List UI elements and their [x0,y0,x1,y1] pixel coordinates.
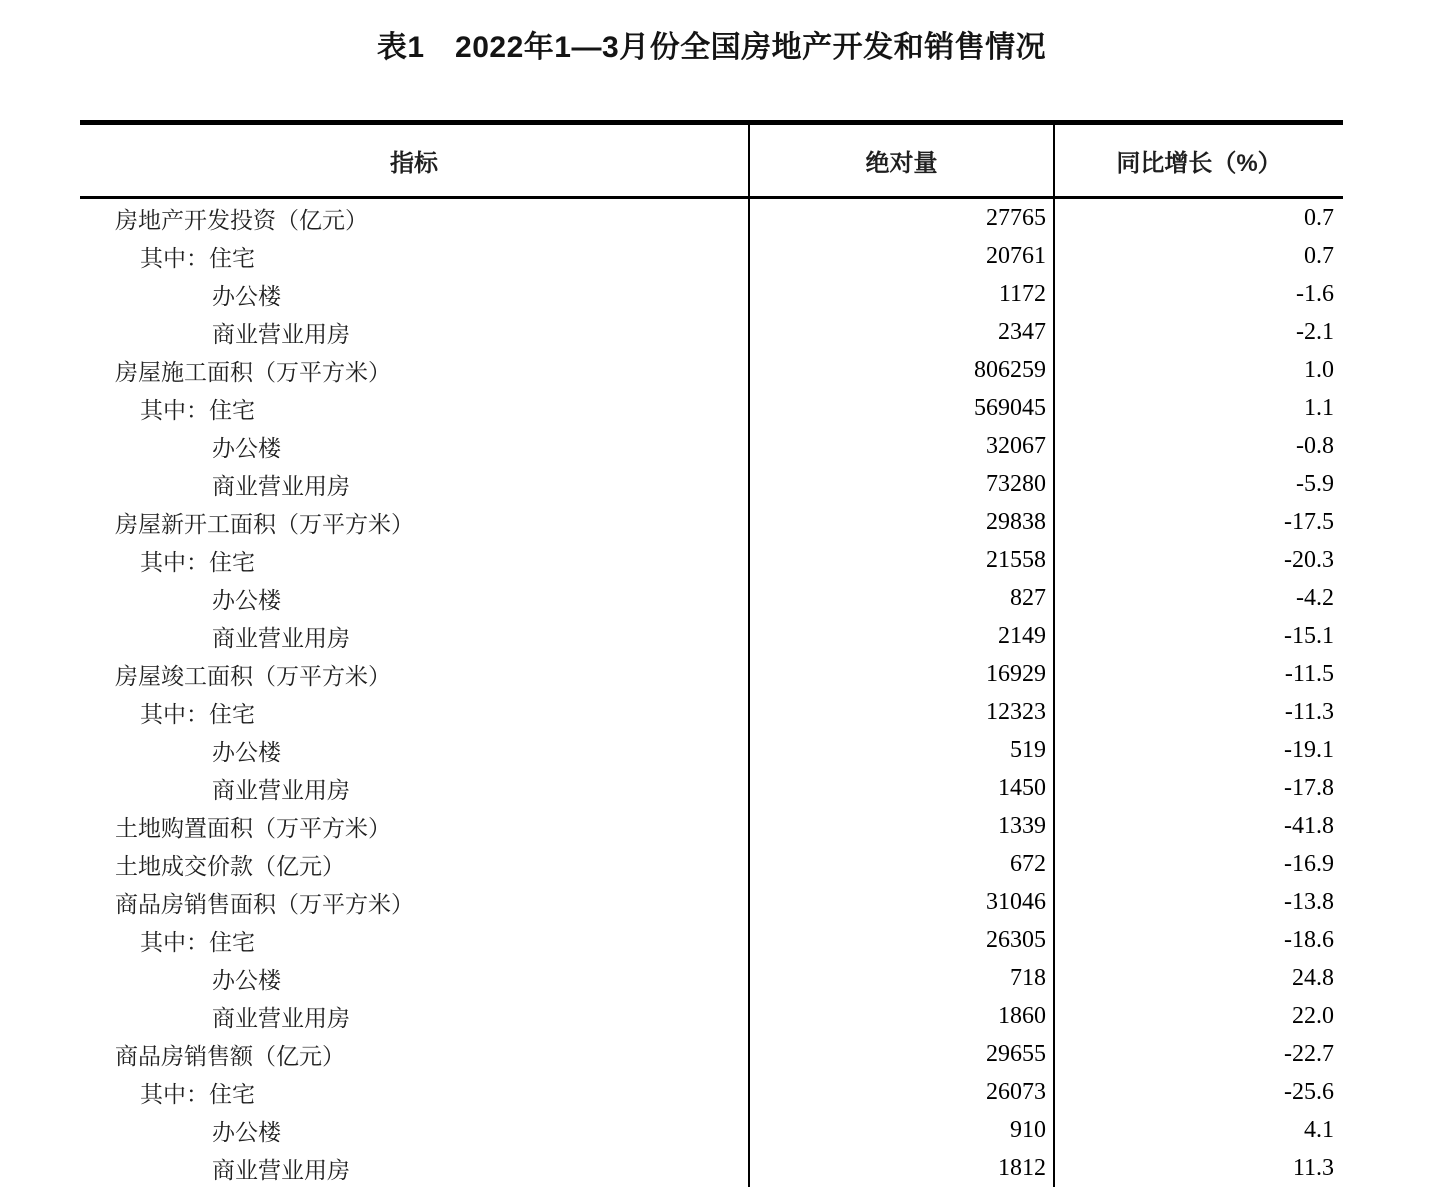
indicator-cell: 办公楼 [212,434,281,461]
table-row [80,427,1343,465]
indicator-cell: 商业营业用房 [212,1156,350,1183]
growth-value-cell: -18.6 [1053,921,1343,959]
growth-value-cell: -16.9 [1053,845,1343,883]
table-row [80,579,1343,617]
absolute-value-cell: 718 [748,959,1053,997]
growth-value-cell: -0.8 [1053,427,1343,465]
table-row [80,389,1343,427]
growth-value-cell: -22.7 [1053,1035,1343,1073]
table-row [80,1035,1343,1073]
absolute-value-cell: 1860 [748,997,1053,1035]
table-row [80,617,1343,655]
real-estate-stats-table [80,120,1343,1187]
indicator-cell: 土地购置面积（万平方米） [115,814,391,841]
absolute-value-cell: 21558 [748,541,1053,579]
indicator-cell: 房屋新开工面积（万平方米） [115,510,414,537]
absolute-value-cell: 827 [748,579,1053,617]
absolute-value-cell: 73280 [748,465,1053,503]
absolute-value-cell: 32067 [748,427,1053,465]
absolute-value-cell: 1172 [748,275,1053,313]
absolute-value-cell: 1812 [748,1149,1053,1187]
indicator-cell: 办公楼 [212,282,281,309]
table-row [80,693,1343,731]
growth-value-cell: -41.8 [1053,807,1343,845]
growth-value-cell: 1.0 [1053,351,1343,389]
indicator-cell: 房屋竣工面积（万平方米） [115,662,391,689]
indicator-cell: 办公楼 [212,966,281,993]
growth-value-cell: -17.8 [1053,769,1343,807]
growth-value-cell: 4.1 [1053,1111,1343,1149]
absolute-value-cell: 569045 [748,389,1053,427]
absolute-value-cell: 27765 [748,199,1053,237]
growth-value-cell: -17.5 [1053,503,1343,541]
growth-value-cell: 0.7 [1053,237,1343,275]
growth-value-cell: -5.9 [1053,465,1343,503]
growth-value-cell: -15.1 [1053,617,1343,655]
growth-value-cell: -11.5 [1053,655,1343,693]
absolute-value-cell: 29655 [748,1035,1053,1073]
absolute-value-cell: 31046 [748,883,1053,921]
table-row [80,275,1343,313]
absolute-value-cell: 29838 [748,503,1053,541]
indicator-cell: 商业营业用房 [212,472,350,499]
absolute-value-cell: 26305 [748,921,1053,959]
absolute-value-cell: 2347 [748,313,1053,351]
table-body [80,199,1343,1187]
column-header-indicator: 指标 [80,125,748,199]
growth-value-cell: 24.8 [1053,959,1343,997]
table-row [80,199,1343,237]
absolute-value-cell: 519 [748,731,1053,769]
table-row [80,845,1343,883]
table-row [80,807,1343,845]
indicator-cell: 办公楼 [212,586,281,613]
table-row [80,997,1343,1035]
table-row [80,1111,1343,1149]
indicator-cell: 商业营业用房 [212,776,350,803]
absolute-value-cell: 1339 [748,807,1053,845]
table-header-row [80,125,1343,199]
table-row [80,959,1343,997]
table-row [80,1149,1343,1187]
growth-value-cell: 1.1 [1053,389,1343,427]
table-row [80,1073,1343,1111]
table-row [80,883,1343,921]
table-row [80,655,1343,693]
growth-value-cell: -11.3 [1053,693,1343,731]
growth-value-cell: -13.8 [1053,883,1343,921]
indicator-cell: 房屋施工面积（万平方米） [115,358,391,385]
indicator-cell: 房地产开发投资（亿元） [115,206,368,233]
growth-value-cell: -4.2 [1053,579,1343,617]
absolute-value-cell: 1450 [748,769,1053,807]
table-row [80,921,1343,959]
indicator-cell: 其中：住宅 [140,548,255,575]
growth-value-cell: 0.7 [1053,199,1343,237]
table-row [80,541,1343,579]
growth-value-cell: -1.6 [1053,275,1343,313]
absolute-value-cell: 20761 [748,237,1053,275]
indicator-cell: 商业营业用房 [212,624,350,651]
table-row [80,237,1343,275]
indicator-cell: 其中：住宅 [140,396,255,423]
table-row [80,731,1343,769]
page-title: 表1 2022年1—3月份全国房地产开发和销售情况 [376,31,1047,64]
indicator-cell: 商业营业用房 [212,320,350,347]
indicator-cell: 商业营业用房 [212,1004,350,1031]
growth-value-cell: -20.3 [1053,541,1343,579]
absolute-value-cell: 26073 [748,1073,1053,1111]
absolute-value-cell: 806259 [748,351,1053,389]
indicator-cell: 商品房销售面积（万平方米） [115,890,414,917]
absolute-value-cell: 910 [748,1111,1053,1149]
table-row [80,313,1343,351]
growth-value-cell: -2.1 [1053,313,1343,351]
indicator-cell: 办公楼 [212,1118,281,1145]
indicator-cell: 商品房销售额（亿元） [115,1042,345,1069]
column-header-absolute-value: 绝对量 [748,125,1053,199]
indicator-cell: 土地成交价款（亿元） [115,852,345,879]
growth-value-cell: 22.0 [1053,997,1343,1035]
indicator-cell: 办公楼 [212,738,281,765]
absolute-value-cell: 16929 [748,655,1053,693]
table-row [80,465,1343,503]
column-header-yoy-growth: 同比增长（%） [1053,125,1343,199]
indicator-cell: 其中：住宅 [140,700,255,727]
indicator-cell: 其中：住宅 [140,1080,255,1107]
table-row [80,769,1343,807]
absolute-value-cell: 2149 [748,617,1053,655]
table-row [80,351,1343,389]
growth-value-cell: -25.6 [1053,1073,1343,1111]
absolute-value-cell: 672 [748,845,1053,883]
table-row [80,503,1343,541]
indicator-cell: 其中：住宅 [140,928,255,955]
indicator-cell: 其中：住宅 [140,244,255,271]
absolute-value-cell: 12323 [748,693,1053,731]
growth-value-cell: 11.3 [1053,1149,1343,1187]
growth-value-cell: -19.1 [1053,731,1343,769]
